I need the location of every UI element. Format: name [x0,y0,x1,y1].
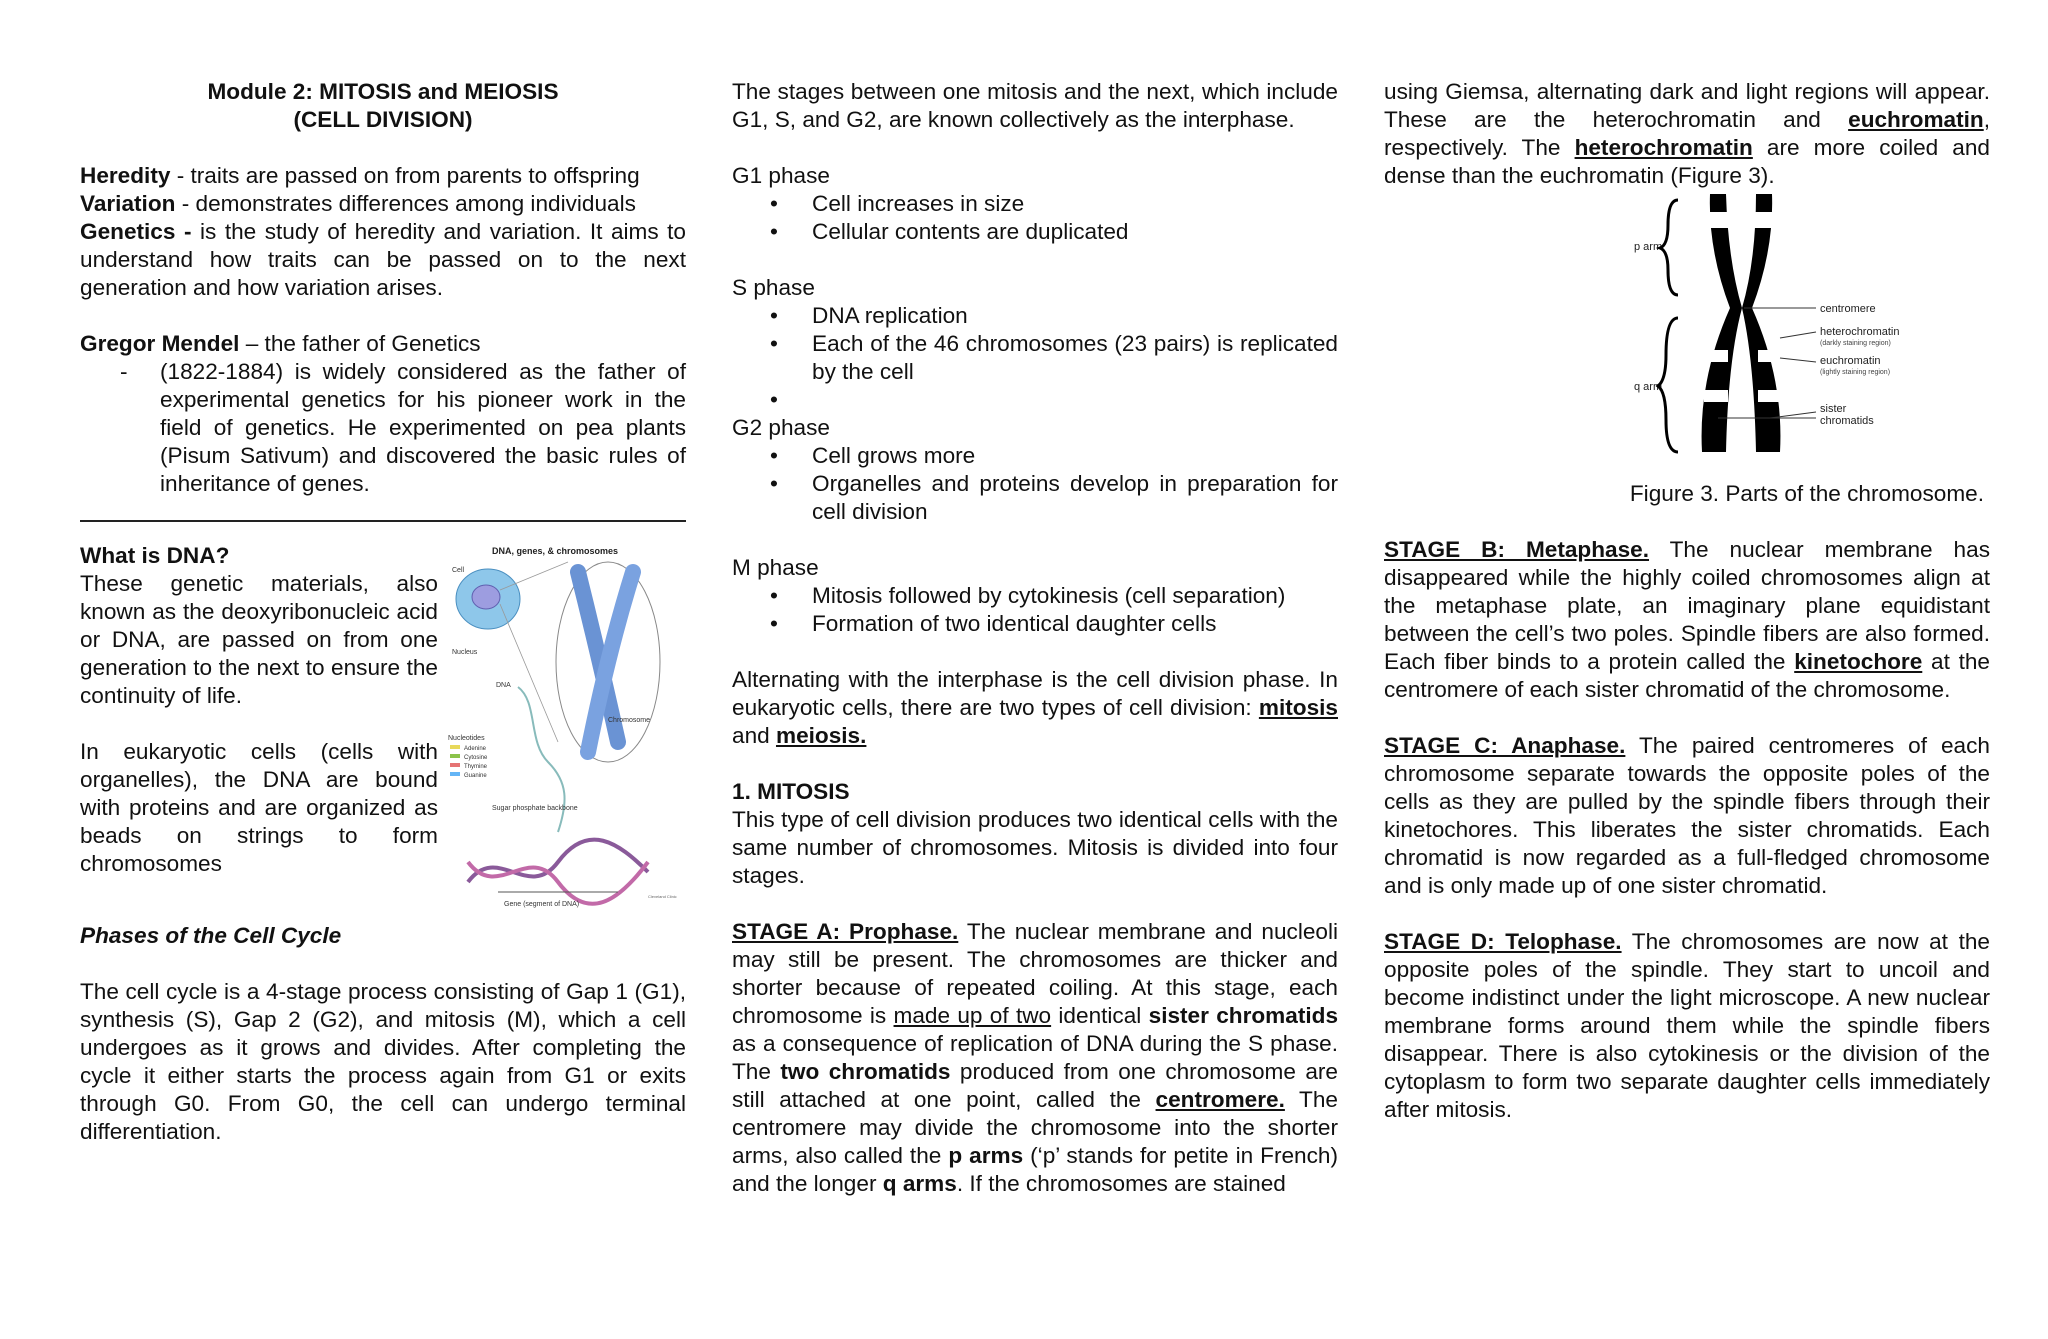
column-right [1384,78,1990,1124]
dna-section [80,542,686,922]
label-sister: sister [1820,403,1847,415]
mendel-heading [80,330,686,358]
column-middle [732,78,1338,1198]
base-guanine: Guanine [464,773,487,779]
g2-list [732,442,1338,526]
dna-chromosome-illustration [448,542,686,922]
label-heterochromatin: heterochromatin [1820,326,1900,338]
heterochromatin-term: heterochromatin [1574,135,1753,160]
metaphase-t1: The nuclear membrane has disappeared while the highly coiled chromosomes align at the metaphase plate, an imaginary plane equidistant between the cell’s two poles. Spindle fibers are also formed. Each fiber binds to a protein called the [1384,537,1990,674]
fig-label-gene: Gene (segment of DNA) [504,901,580,908]
list-item: • DNA replication [732,302,1338,330]
fig-label-nucleotides: Nucleotides [448,735,485,742]
light-band [1758,390,1782,402]
prophase-t1: The nuclear membrane and nucleoli may still be present. The chromosomes are thicker and shorter because of repeated coiling. At this stage, each chromosome is [732,919,1339,1028]
m-list [732,582,1338,638]
base-cytosine: Cytosine [464,755,488,761]
prophase-b3: centromere. [1155,1087,1285,1112]
mendel-detail [80,358,686,498]
kinetochore-term: kinetochore [1794,649,1923,674]
telophase-text: The chromosomes are now at the opposite poles of the spindle. They start to uncoil and become indistinct under the light microscope. A new nuclear membrane forms around them while the spindle fibers disappear. There is also cytokinesis or the division of the cytoplasm to form two separate daughter cells immediately after mitosis. [1384,929,1990,1122]
module-title-line2: (CELL DIVISION) [293,107,473,132]
alternating-text [732,666,1338,750]
column-left [80,78,686,1146]
prophase-b2: two chromatids [780,1059,951,1084]
prophase-t4: produced from one chromosome are still attached at one point, called the [732,1059,1338,1112]
telophase-label: STAGE D: Telophase. [1384,929,1622,954]
label-euchromatin: euchromatin [1820,355,1881,367]
prophase-b4: p arms [948,1143,1024,1168]
g2-label: G2 phase [732,415,830,440]
heredity-definition [80,162,686,190]
fig-label-backbone: Sugar phosphate backbone [492,805,578,812]
label-centromere: centromere [1820,303,1876,315]
genetics-term: Genetics - [80,219,192,244]
q-arm-brace [1658,318,1678,452]
g1-list [732,190,1338,246]
mitosis-text: This type of cell division produces two identical cells with the same number of chromosomes. Mitosis is divided into four stages. [732,807,1338,888]
light-band [1758,350,1782,362]
interphase-text: The stages between one mitosis and the next, which include G1, S, and G2, are known collectively as the interphase. [732,79,1338,132]
module-title-line1: Module 2: MITOSIS and MEIOSIS [207,79,559,104]
prophase-b5: q arms [882,1171,957,1196]
light-band [1754,212,1774,228]
prophase-u1: made up of two [893,1003,1052,1028]
label-p-arm: p arm [1634,241,1663,253]
anaphase-text: The paired centromeres of each chromosome separate towards the opposite poles of the cells as they are pulled by the spindle fibers through their kinetochores. This liberates the sister chromatids. Each chromatid is now regarded as a full-fledged chromosome and is only made up of one sister chromatid. [1384,733,1990,898]
list-item: • Cellular contents are duplicated [732,218,1338,246]
phases-text: The cell cycle is a 4-stage process consisting of Gap 1 (G1), synthesis (S), Gap 2 (G2), and mitosis (M), which a cell undergoes as it grows and divides. After completing the cycle it either starts the process again from G1 or exits through G0. From G0, the cell can undergo terminal differentiation. [80,979,686,1144]
giemsa-paragraph [1384,78,1990,190]
metaphase-paragraph [1384,536,1990,704]
heredity-text: - traits are passed on from parents to offspring [170,163,640,188]
anaphase-paragraph [1384,732,1990,900]
dna-heading: What is DNA? [80,543,230,568]
dna-paragraph-2: In eukaryotic cells (cells with organelles), the DNA are bound with proteins and are organized as beads on strings to form chromosomes [80,739,438,876]
prophase-b1: sister chromatids [1148,1003,1339,1028]
chromosome-figure [1384,190,1990,480]
dna-paragraph-1: These genetic materials, also known as the deoxyribonucleic acid or DNA, are passed on from one generation to the next to ensure the continuity of life. [80,571,438,708]
mitosis-heading: 1. MITOSIS [732,779,850,804]
light-band [1704,350,1728,362]
list-item: • Cell increases in size [732,190,1338,218]
base-adenine: Adenine [464,746,487,752]
p-arm-brace [1660,200,1678,295]
mitosis-term: mitosis [1258,695,1338,720]
light-band [1708,212,1728,228]
list-item: • Cell grows more [732,442,1338,470]
genetics-text: is the study of heredity and variation. It aims to understand how traits can be passed on to the next generation and how variation arises. [80,219,686,300]
label-q-arm: q arm [1634,381,1663,393]
variation-definition [80,190,686,218]
giemsa-t3: are more coiled and dense than the euchromatin (Figure 3). [1384,135,1990,188]
fig-label-chromosome: Chromosome [608,717,651,724]
list-item [732,386,1338,414]
variation-term: Variation [80,191,176,216]
list-item: • Each of the 46 chromosomes (23 pairs) is replicated by the cell [732,330,1338,386]
chromatid-right [1742,194,1780,452]
prophase-paragraph [732,918,1338,1198]
anaphase-label: STAGE C: Anaphase. [1384,733,1626,758]
s-label: S phase [732,275,815,300]
alt-text: Alternating with the interphase is the cell division phase. In eukaryotic cells, there are two types of cell division: [732,667,1338,720]
metaphase-t2: at the centromere of each sister chromatid of the chromosome. [1384,649,1990,702]
prophase-t5: The centromere may divide the chromosome into the shorter arms, also called the [732,1087,1338,1168]
variation-text: - demonstrates differences among individuals [175,191,636,216]
prophase-label: STAGE A: Prophase. [732,919,959,944]
telophase-paragraph [1384,928,1990,1124]
alt-and: and [732,723,776,748]
light-band [1704,390,1728,402]
heredity-term: Heredity [80,163,171,188]
mendel-tagline: – the father of Genetics [239,331,481,356]
list-item: • Formation of two identical daughter cells [732,610,1338,638]
section-divider [80,520,686,522]
fig-label-cell: Cell [452,567,465,574]
label-hetero-sub: (darkly staining region) [1820,340,1891,347]
phases-heading: Phases of the Cell Cycle [80,923,342,948]
euchromatin-term: euchromatin [1848,107,1984,132]
label-eu-sub: (lightly staining region) [1820,369,1891,376]
module-title [80,78,686,134]
label-chromatids: chromatids [1820,415,1874,427]
giemsa-t1: using Giemsa, alternating dark and light regions will appear. These are the heterochromatin and [1384,79,1990,132]
dna-text-block [80,542,438,922]
prophase-t2: identical [1051,1003,1149,1028]
genetics-definition [80,218,686,302]
fig-credit: Cleveland Clinic [648,894,677,899]
fig-label-nucleus: Nucleus [452,649,478,656]
mendel-name: Gregor Mendel [80,331,240,356]
nucleus-shape [472,585,500,609]
figure-caption: Figure 3. Parts of the chromosome. [1629,481,1984,506]
m-label: M phase [732,555,819,580]
s-list [732,302,1338,414]
giemsa-t2: , respectively. The [1384,107,1990,160]
chromosome-diagram [1630,190,1950,480]
prophase-t7: . If the chromosomes are stained [956,1171,1286,1196]
dash-marker: - [120,359,128,384]
fig-label-dna: DNA [496,682,511,689]
meiosis-term: meiosis. [775,723,867,748]
mendel-detail-text: (1822-1884) is widely considered as the father of experimental genetics for his pioneer work in the field of genetics. He experimented on pea plants (Pisum Sativum) and discovered the basic rules of inheritance of genes. [160,359,686,496]
list-item: • Mitosis followed by cytokinesis (cell separation) [732,582,1338,610]
base-thymine: Thymine [464,764,488,770]
prophase-t3: as a consequence of replication of DNA during the S phase. The [732,1031,1338,1084]
fig-title: DNA, genes, & chromosomes [492,546,619,556]
metaphase-label: STAGE B: Metaphase. [1384,537,1650,562]
dna-figure [448,542,686,922]
prophase-t6: (‘p’ stands for petite in French) and the longer [732,1143,1339,1196]
chromatid-left [1702,194,1742,452]
list-item: • Organelles and proteins develop in preparation for cell division [732,470,1338,526]
g1-label: G1 phase [732,163,830,188]
